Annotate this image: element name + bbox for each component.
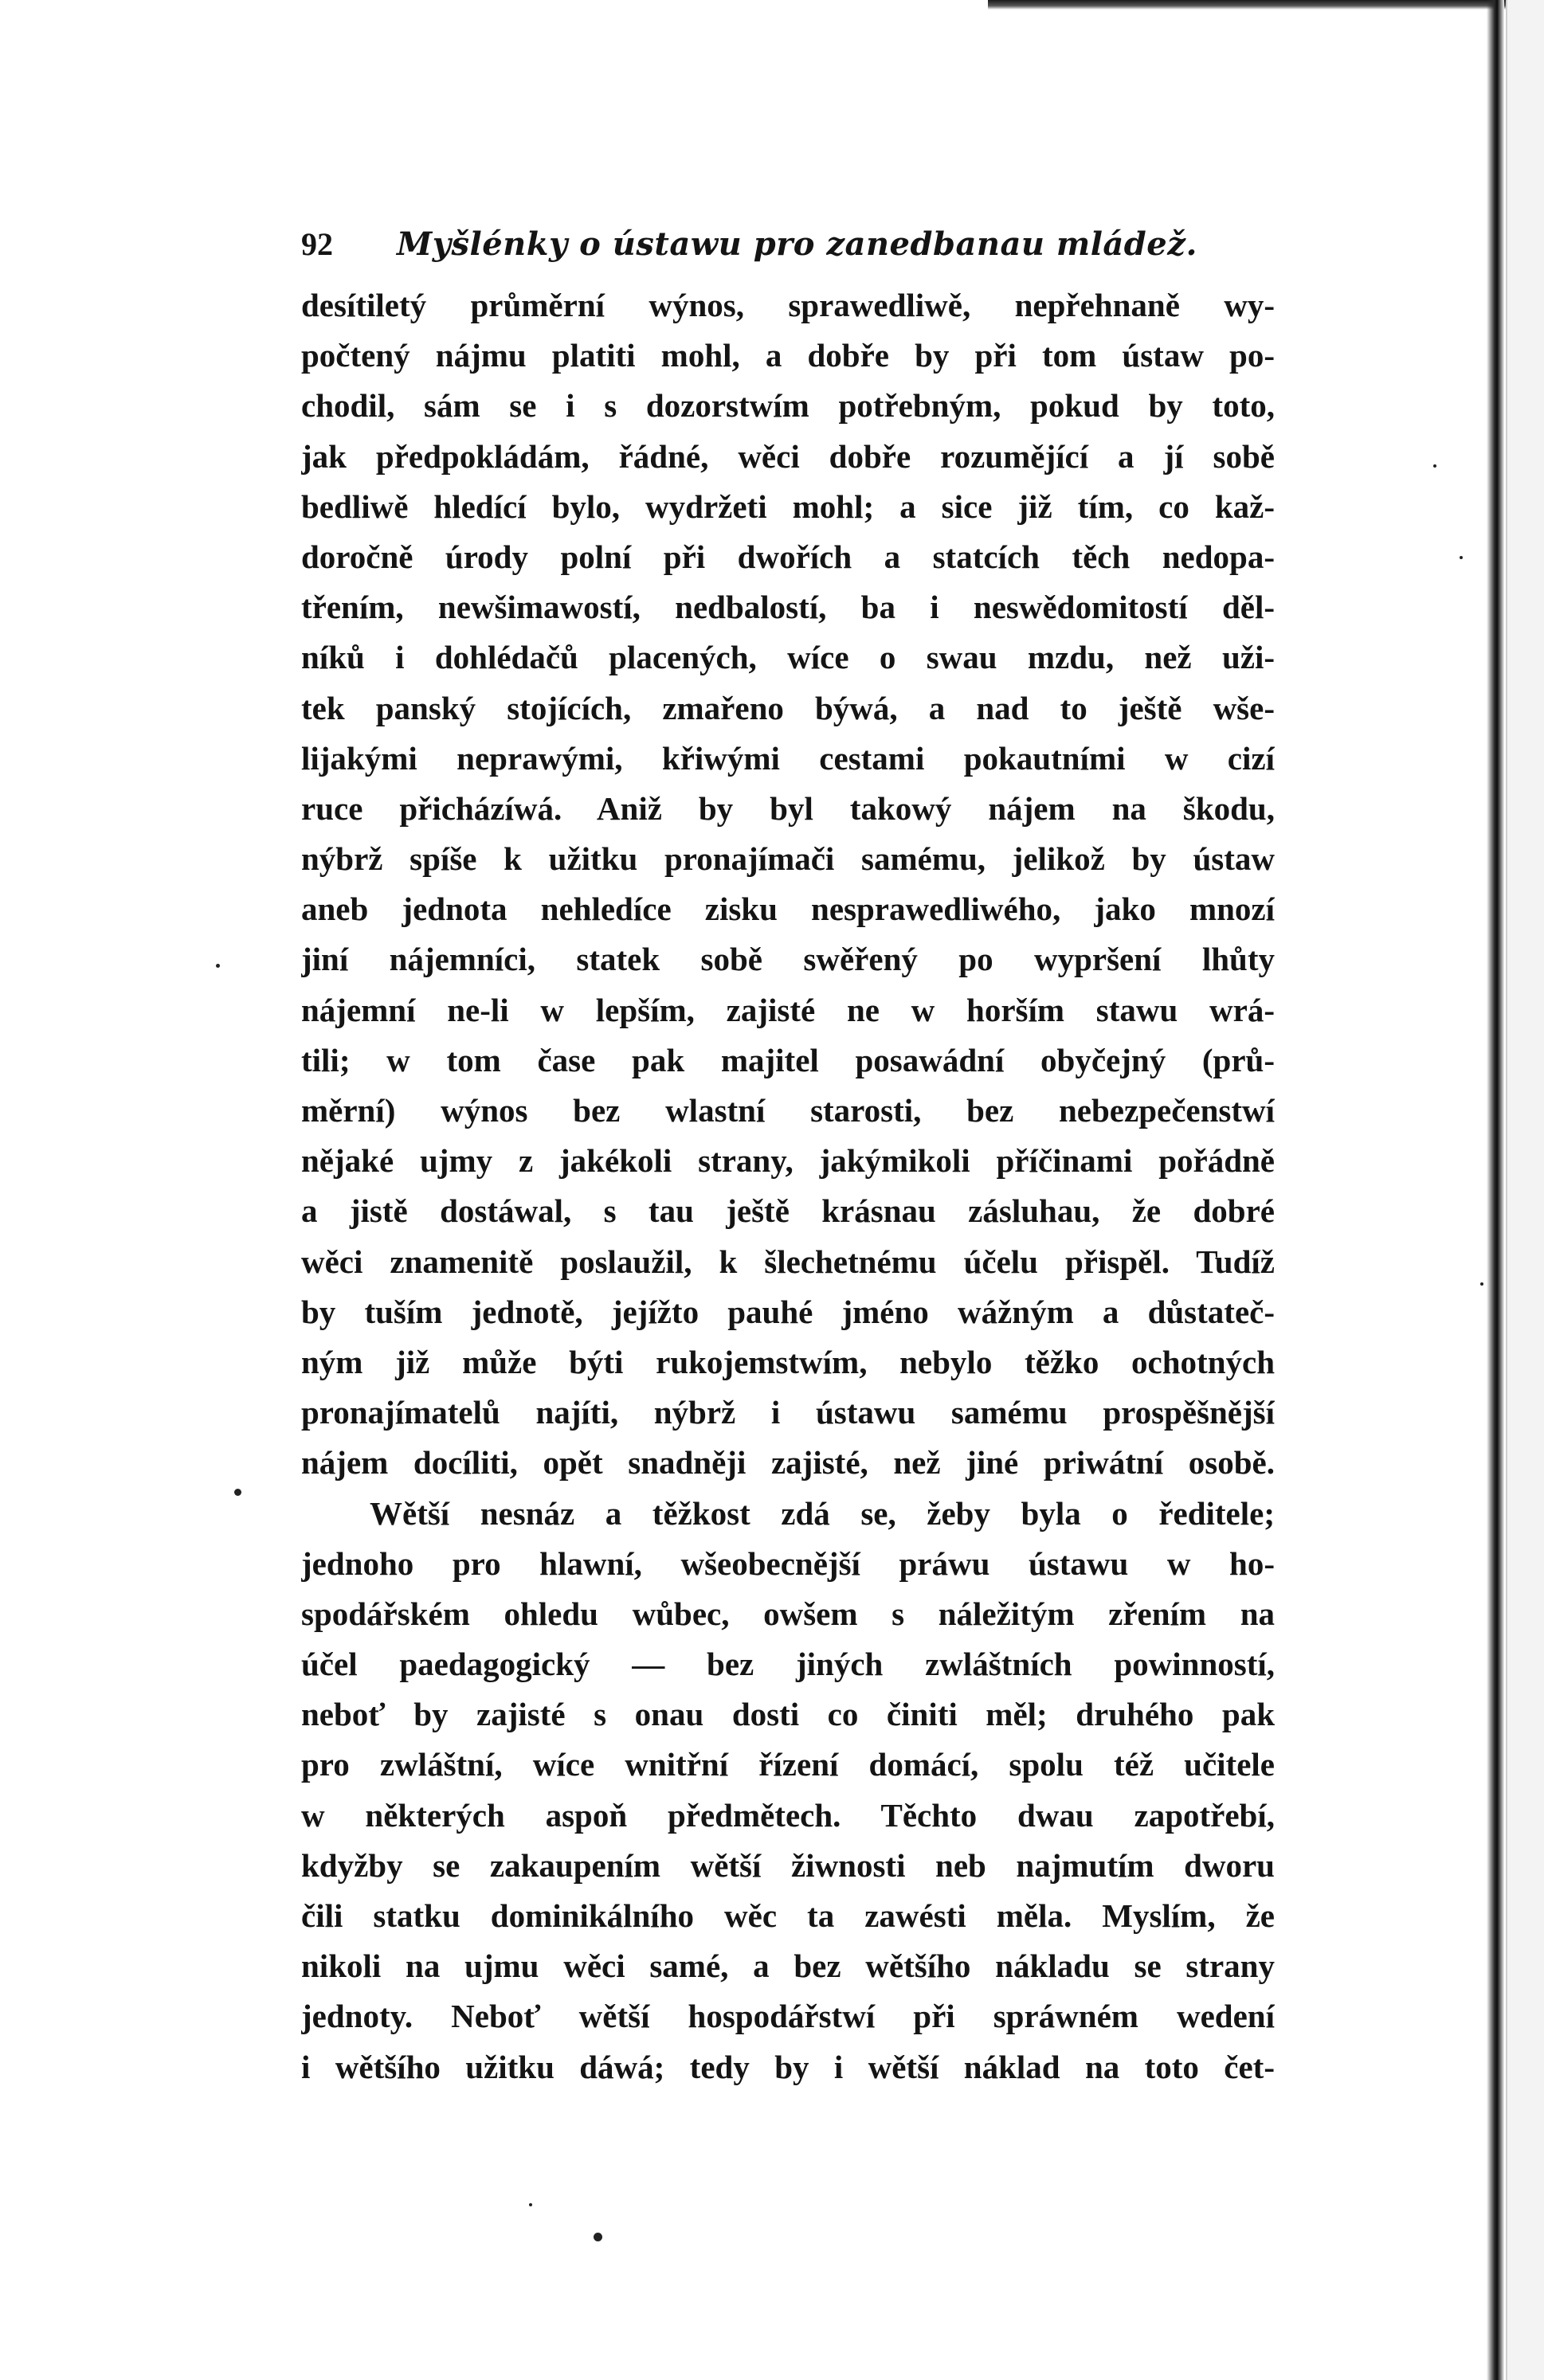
text-line: tek panský stojících, zmařeno býwá, a nad to ještě wše- (301, 689, 1275, 726)
text-line: pro zwláštní, wíce wnitřní řízení domácí, spolu též učitele (301, 1746, 1275, 1783)
page-header (301, 217, 1275, 272)
page-number: 92 (301, 226, 333, 262)
text-line: bedliwě hledící bylo, wydržeti mohl; a sice již tím, co kaž- (301, 487, 1275, 525)
text-line: tili; w tom čase pak majitel posawádní obyčejný (prů- (301, 1041, 1275, 1078)
scan-margin-right (1506, 0, 1544, 2380)
ink-speck (529, 2203, 532, 2206)
text-line: nájemní ne-li w lepším, zajisté ne w horším stawu wrá- (301, 991, 1275, 1028)
ink-speck (1480, 1282, 1483, 1286)
book-page (301, 207, 1275, 2262)
text-line: jiní nájemníci, statek sobě swěřený po wypršení lhůty (301, 941, 1275, 978)
ink-speck (216, 964, 220, 968)
text-line: doročně úrody polní při dwořích a statcích těch nedopa- (301, 538, 1275, 575)
paragraph-1 (301, 280, 1275, 1489)
text-line: jednoho pro hlawní, wšeobecnější práwu ústawu w ho- (301, 1544, 1275, 1582)
text-line: a jistě dostáwal, s tau ještě krásnau zásluhau, že dobré (301, 1192, 1275, 1230)
text-line: pronajímatelů najíti, nýbrž i ústawu samému prospěšnější (301, 1394, 1275, 1431)
text-line: i wětšího užitku dáwá; tedy by i wětší náklad na toto čet- (301, 2048, 1275, 2085)
text-line: ným již může býti rukojemstwím, nebylo těžko ochotných (301, 1343, 1275, 1380)
text-line: měrní) wýnos bez wlastní starosti, bez nebezpečenstwí (301, 1092, 1275, 1129)
text-line: třením, newšimawostí, nedbalostí, ba i neswědomitostí děl- (301, 589, 1275, 626)
text-line: účel paedagogický — bez jiných zwláštních powinností, (301, 1646, 1275, 1683)
text-line: spodářském ohledu wůbec, owšem s náležitým zřením na (301, 1595, 1275, 1632)
text-line: lijakými neprawými, křiwými cestami pokautními w cizí (301, 739, 1275, 777)
text-line: neboť by zajisté s onau dosti co činiti měl; druhého pak (301, 1696, 1275, 1733)
text-line: w některých aspoň předmětech. Těchto dwau zapotřebí, (301, 1796, 1275, 1834)
text-line: nějaké ujmy z jakékoli strany, jakýmikoli příčinami pořádně (301, 1142, 1275, 1180)
ink-speck (234, 1489, 241, 1496)
text-line: jak předpokládám, řádné, wěci dobře rozumějící a jí sobě (301, 437, 1275, 475)
text-line: Wětší nesnáz a těžkost zdá se, žeby byla o ředitele; (370, 1494, 1275, 1532)
text-line: wěci znamenitě poslaužil, k šlechetnému účelu přispěl. Tudíž (301, 1243, 1275, 1280)
text-line: nýbrž spíše k užitku pronajímači samému, jelikož by ústaw (301, 840, 1275, 878)
text-line: nikoli na ujmu wěci samé, a bez wětšího nákladu se strany (301, 1947, 1275, 1985)
scan-edge-top (988, 0, 1544, 10)
ink-speck (1460, 556, 1463, 559)
text-line: ruce přicházíwá. Aniž by byl takowý nájem na škodu, (301, 789, 1275, 827)
ink-speck (594, 2233, 602, 2241)
text-line: chodil, sám se i s dozorstwím potřebným, pokud by toto, (301, 387, 1275, 425)
text-line: jednoty. Neboť wětší hospodářstwí při spráwném wedení (301, 1998, 1275, 2035)
text-line: kdyžby se zakaupením wětší žiwnosti neb najmutím dworu (301, 1846, 1275, 1884)
text-line: by tuším jednotě, jejížto pauhé jméno wážným a důstateč- (301, 1293, 1275, 1330)
text-line: aneb jednota nehledíce zisku nesprawedliwého, jako mnozí (301, 891, 1275, 928)
scan-edge-right (1487, 0, 1504, 2380)
body-text (301, 280, 1275, 2092)
text-line: níků i dohlédačů placených, wíce o swau mzdu, než uži- (301, 639, 1275, 676)
text-line: počtený nájmu platiti mohl, a dobře by při tom ústaw po- (301, 337, 1275, 374)
paragraph-2 (301, 1489, 1275, 2092)
ink-speck (1433, 464, 1436, 468)
running-head: Myšlénky o ústawu pro zanedbanau mládež. (397, 225, 1197, 263)
text-line: nájem docíliti, opět snadněji zajisté, než jiné priwátní osobě. (301, 1444, 1275, 1482)
text-line: čili statku dominikálního wěc ta zawésti měla. Myslím, že (301, 1897, 1275, 1934)
text-line: desítiletý průměrní wýnos, sprawedliwě, nepřehnaně wy- (301, 287, 1275, 323)
